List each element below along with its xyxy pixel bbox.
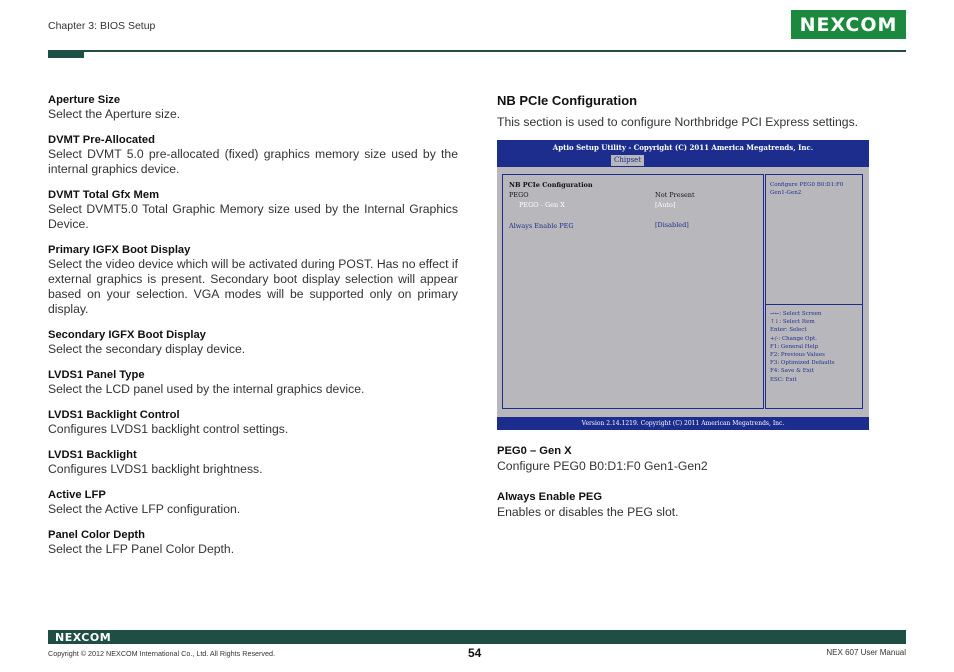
bios-row-value: [Auto] [655,201,676,209]
footer-logo: NEXCOM [55,631,112,644]
bios-main-panel [502,174,764,409]
entry-lvds1-panel-type [48,368,458,397]
entry-aperture-size [48,93,458,122]
bios-screenshot [497,140,869,430]
bios-key-line: F1: General Help [770,343,819,350]
bios-key-line: F2: Previous Values [770,352,825,359]
entry-term: Always Enable PEG [497,491,603,503]
bios-row-value: Not Present [655,191,695,199]
entry-desc: Select the video device which will be activated during POST. Has no effect if external graphics is present. Secondary boot display selection will appear based on your selection. VGA modes will be supported only on primary display. [48,257,458,316]
footer-square-icon [898,637,906,644]
entry-term: DVMT Pre-Allocated [48,134,155,146]
entry-primary-igfx-boot-display [48,243,458,317]
chapter-title: Chapter 3: BIOS Setup [48,20,156,32]
entry-term: Aperture Size [48,94,121,106]
bios-row-label: PEGO - Gen X [519,201,565,209]
entry-desc: Select the secondary display device. [48,342,246,356]
entry-lvds1-backlight-control [48,408,458,437]
entry-term: DVMT Total Gfx Mem [48,189,160,201]
entry-always-enable-peg [497,490,907,520]
bios-row-value: [Disabled] [655,221,689,229]
entry-term: LVDS1 Backlight [48,449,137,461]
right-column [497,93,907,129]
entry-term: Panel Color Depth [48,529,145,541]
section-intro: This section is used to configure Northbridge PCI Express settings. [497,115,859,129]
bios-help-panel [765,174,863,409]
entry-desc: Select the LFP Panel Color Depth. [48,542,235,556]
entry-dvmt-pre-allocated [48,133,458,177]
page-number: 54 [468,646,482,660]
entry-term: Primary IGFX Boot Display [48,244,191,256]
header-rule [48,50,906,52]
bios-key-line: Enter: Select [770,327,807,334]
bios-key-line: →←: Select Screen [770,311,822,317]
bios-key-line: F3: Optimized Defaults [770,360,835,367]
entry-desc: Configure PEG0 B0:D1:F0 Gen1-Gen2 [497,459,708,473]
header-tab-marker [48,50,84,58]
left-column [48,93,458,568]
entry-term: LVDS1 Backlight Control [48,409,180,421]
bios-section-heading: NB PCIe Configuration [509,181,593,189]
bios-help-line: Configure PEG0 B0:D1:F0 [770,182,844,188]
section-title: NB PCIe Configuration [497,93,638,108]
footer-square-icon [890,630,897,637]
entry-desc: Select the Aperture size. [48,107,181,121]
entry-term: PEG0 – Gen X [497,445,572,457]
bios-key-line: +/-: Change Opt. [770,335,818,342]
copyright: Copyright © 2012 NEXCOM International Co., Ltd. All Rights Reserved. [48,649,276,658]
footer-bar [48,630,906,644]
entry-peg0-gen-x [497,444,907,474]
bios-row-label: Always Enable PEG [509,222,574,230]
entry-secondary-igfx-boot-display [48,328,458,357]
nexcom-logo [791,10,906,39]
bios-help-line: Gen1-Gen2 [770,190,802,196]
bios-title-bar [497,140,869,167]
bios-key-line: ESC: Exit [770,376,797,383]
bios-help-divider [766,304,862,305]
bios-title: Aptio Setup Utility - Copyright (C) 2011 America Megatrends, Inc. [552,143,814,152]
entry-desc: Configures LVDS1 backlight control settings. [48,422,289,436]
entry-desc: Select DVMT5.0 Total Graphic Memory size used by the Internal Graphics Device. [48,202,458,231]
entry-active-lfp [48,488,458,517]
entry-desc: Select the Active LFP configuration. [48,502,241,516]
entry-desc: Select the LCD panel used by the internal graphics device. [48,382,365,396]
entry-lvds1-backlight [48,448,458,477]
entry-desc: Select DVMT 5.0 pre-allocated (fixed) graphics memory size used by the internal graphics device. [48,147,458,176]
bios-footer: Version 2.14.1219. Copyright (C) 2011 American Megatrends, Inc. [497,417,869,430]
entry-desc: Configures LVDS1 backlight brightness. [48,462,263,476]
entry-term: LVDS1 Panel Type [48,369,145,381]
entry-dvmt-total-gfx-mem [48,188,458,232]
bios-key-line: F4: Save & Exit [770,368,814,375]
entry-term: Secondary IGFX Boot Display [48,329,206,341]
bios-tab-chipset: Chipset [611,155,644,166]
bios-key-line: ↑↓: Select Item [770,319,815,326]
entry-term: Active LFP [48,489,106,501]
entry-panel-color-depth [48,528,458,557]
entry-desc: Enables or disables the PEG slot. [497,505,679,519]
bios-key-legend [770,310,835,384]
manual-title: NEX 607 User Manual [826,648,906,657]
logo-text: NEXCOM [799,13,898,36]
bios-row-label: PEGO [509,191,529,199]
right-entries [497,444,907,536]
